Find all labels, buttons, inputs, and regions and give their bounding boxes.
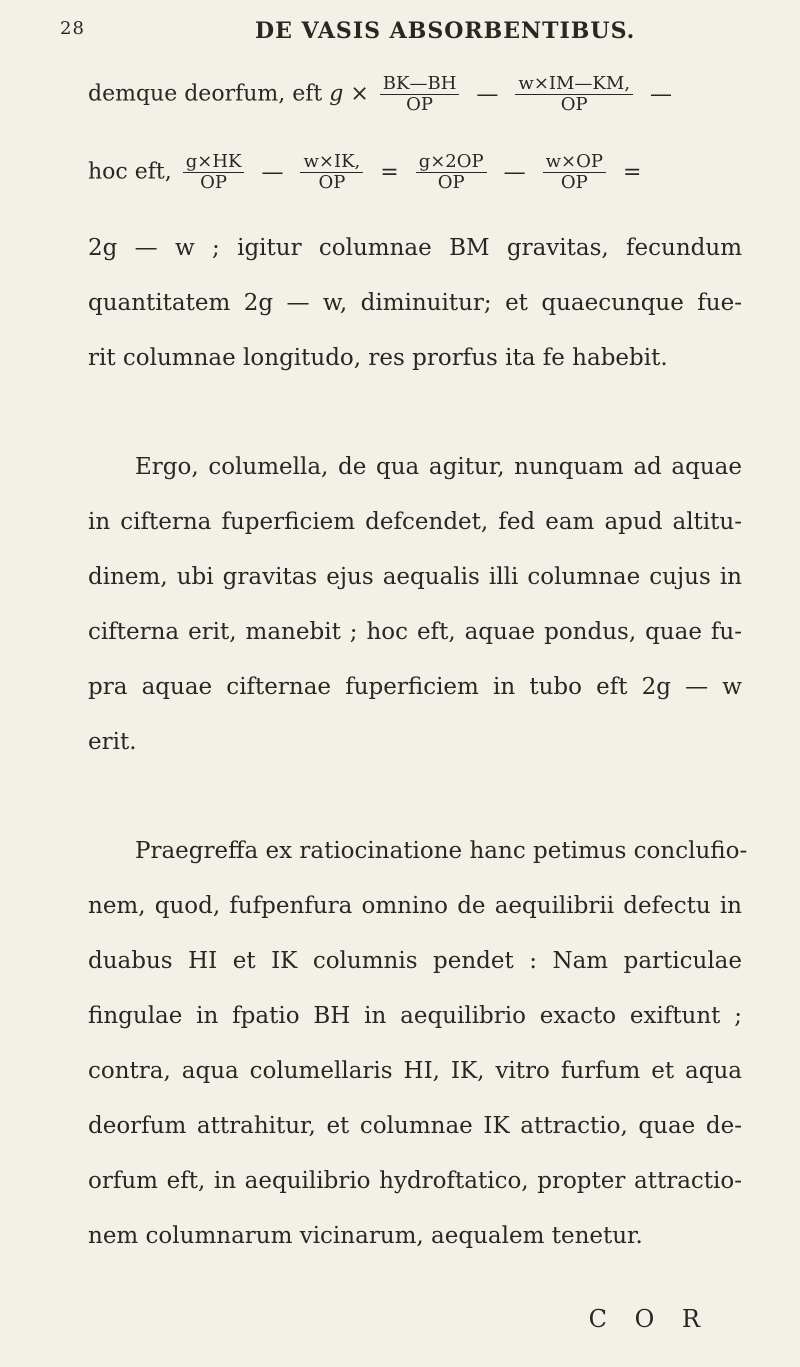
text-line: in cifterna fuperficiem defcendet, fed eam apud altitu- bbox=[88, 509, 742, 535]
equation-1-minus: — bbox=[476, 81, 499, 107]
text-line: deorfum attrahitur, et columnae IK attractio, quae de- bbox=[88, 1113, 742, 1139]
text-line: duabus HI et IK columnis pendet : Nam particulae bbox=[88, 948, 742, 974]
fraction-denominator: OP bbox=[437, 172, 465, 193]
fraction bbox=[183, 152, 245, 193]
page-number: 28 bbox=[60, 18, 85, 39]
text-line: cifterna erit, manebit ; hoc eft, aquae pondus, quae fu- bbox=[88, 619, 742, 645]
fraction bbox=[543, 152, 606, 193]
fraction bbox=[300, 152, 363, 193]
fraction bbox=[380, 74, 460, 115]
equation-2-minus-2: — bbox=[503, 159, 526, 185]
text-line: pra aquae cifternae fuperficiem in tubo eft 2g — w bbox=[88, 674, 742, 700]
text-line: fingulae in fpatio BH in aequilibrio exacto exiftunt ; bbox=[88, 1003, 742, 1029]
equation-line-1 bbox=[88, 74, 678, 115]
equation-line-2 bbox=[88, 152, 647, 193]
fraction-numerator: w×IK, bbox=[300, 152, 363, 173]
page-header bbox=[60, 18, 760, 48]
fraction-denominator: OP bbox=[318, 172, 346, 193]
text-line: 2g — w ; igitur columnae BM gravitas, fecundum bbox=[88, 235, 742, 261]
fraction bbox=[515, 74, 633, 115]
fraction-numerator: BK—BH bbox=[380, 74, 460, 95]
catchword: C O R bbox=[588, 1305, 710, 1333]
text-line: Praegreffa ex ratiocinatione hanc petimus conclufio- bbox=[135, 838, 748, 864]
text-line: orfum eft, in aequilibrio hydroftatico, propter attractio- bbox=[88, 1168, 742, 1194]
equation-2-lead: hoc eft, bbox=[88, 159, 172, 185]
equation-2-equals: = bbox=[380, 159, 399, 185]
fraction bbox=[416, 152, 487, 193]
fraction-numerator: w×IM—KM, bbox=[515, 74, 633, 95]
fraction-numerator: g×2OP bbox=[416, 152, 487, 173]
fraction-denominator: OP bbox=[200, 172, 228, 193]
fraction-denominator: OP bbox=[406, 94, 434, 115]
equation-2-minus: — bbox=[261, 159, 284, 185]
text-line: erit. bbox=[88, 729, 137, 755]
fraction-denominator: OP bbox=[560, 172, 588, 193]
text-line: nem, quod, fufpenfura omnino de aequilibrii defectu in bbox=[88, 893, 742, 919]
running-title: DE VASIS ABSORBENTIBUS. bbox=[255, 18, 636, 44]
equation-1-g: g bbox=[329, 81, 344, 107]
text-line: quantitatem 2g — w, diminuitur; et quaecunque fue- bbox=[88, 290, 742, 316]
equation-1-tail: — bbox=[650, 81, 673, 107]
equation-2-tail: = bbox=[623, 159, 642, 185]
fraction-numerator: w×OP bbox=[543, 152, 606, 173]
fraction-denominator: OP bbox=[560, 94, 588, 115]
text-line: Ergo, columella, de qua agitur, nunquam ad aquae bbox=[135, 454, 742, 480]
text-line: dinem, ubi gravitas ejus aequalis illi columnae cujus in bbox=[88, 564, 742, 590]
text-line: nem columnarum vicinarum, aequalem tenetur. bbox=[88, 1223, 643, 1249]
equation-1-lead: demque deorfum, eft bbox=[88, 81, 323, 107]
text-line: contra, aqua columellaris HI, IK, vitro furfum et aqua bbox=[88, 1058, 742, 1084]
fraction-numerator: g×HK bbox=[183, 152, 245, 173]
equation-1-times: × bbox=[350, 81, 369, 107]
text-line: rit columnae longitudo, res prorfus ita fe habebit. bbox=[88, 345, 668, 371]
